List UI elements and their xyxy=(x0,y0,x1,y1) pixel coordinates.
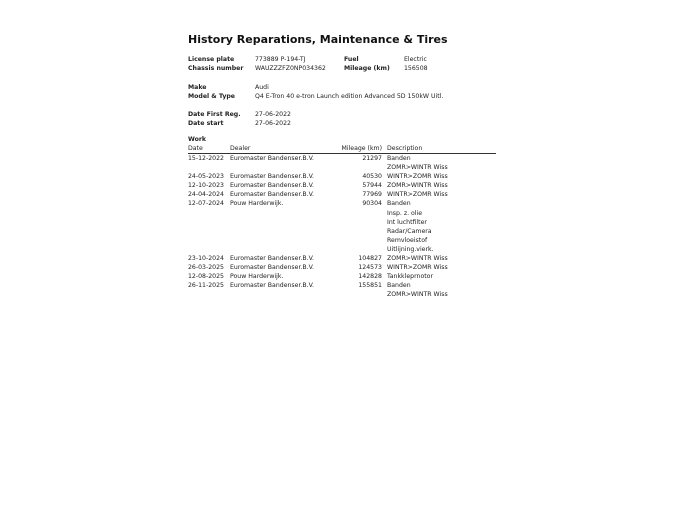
row-date: 12-08-2025 xyxy=(188,273,224,281)
table-row xyxy=(188,263,496,272)
table-row xyxy=(188,272,496,281)
fuel-label: Fuel xyxy=(344,56,359,63)
row-mileage: 142828 xyxy=(358,273,382,281)
row-description: ZOMR>WINTR Wiss xyxy=(387,164,448,172)
vehicle-dates xyxy=(188,110,508,128)
table-row xyxy=(188,154,496,163)
table-row xyxy=(188,190,496,199)
first-reg-value: 27-06-2022 xyxy=(255,111,291,118)
make-label: Make xyxy=(188,84,207,91)
model-value: Q4 E-Tron 40 e-tron Launch edition Advanced 5D 150kW Uitl. xyxy=(255,93,444,100)
vehicle-make-model xyxy=(188,83,508,101)
table-row xyxy=(188,209,496,218)
date-start-label: Date start xyxy=(188,120,224,127)
work-table-body xyxy=(188,154,496,300)
row-description: Tankkleprnotor xyxy=(387,273,433,281)
table-row xyxy=(188,254,496,263)
row-description: WINTR>ZOMR Wiss xyxy=(387,173,448,181)
row-date: 24-05-2023 xyxy=(188,173,224,181)
row-dealer: Euromaster Bandenser.B.V. xyxy=(230,264,315,272)
model-label: Model & Type xyxy=(188,93,236,100)
first-reg-row xyxy=(188,110,508,119)
row-date: 15-12-2022 xyxy=(188,155,224,162)
mileage-label: Mileage (km) xyxy=(344,65,390,72)
header-dealer: Dealer xyxy=(230,145,251,152)
header-date: Date xyxy=(188,145,203,152)
row-date: 26-03-2025 xyxy=(188,264,224,272)
row-date: 12-07-2024 xyxy=(188,200,224,208)
row-description: ZOMR>WINTR Wiss xyxy=(387,255,448,263)
date-start-row xyxy=(188,119,508,128)
vehicle-ids xyxy=(188,55,508,73)
row-description: Banden xyxy=(387,200,411,208)
row-dealer: Pouw Harderwijk. xyxy=(230,273,284,281)
table-row xyxy=(188,245,496,254)
row-description: Int luchtfilter xyxy=(387,218,427,226)
row-mileage: 57944 xyxy=(362,182,382,190)
row-dealer: Euromaster Bandenser.B.V. xyxy=(230,155,315,162)
chassis-mileage-row xyxy=(188,64,508,73)
license-fuel-row xyxy=(188,55,508,64)
row-description: Remvloeistof xyxy=(387,236,428,244)
row-mileage: 40530 xyxy=(362,173,382,181)
fuel-value: Electric xyxy=(404,56,427,63)
model-row xyxy=(188,92,508,101)
row-dealer: Euromaster Bandenser.B.V. xyxy=(230,173,315,181)
row-mileage: 90304 xyxy=(362,200,382,208)
row-mileage: 21297 xyxy=(362,155,382,162)
row-date: 24-04-2024 xyxy=(188,191,224,199)
row-description: WINTR>ZOMR Wiss xyxy=(387,191,448,199)
header-description: Description xyxy=(387,145,423,152)
row-description: Radar/Camera xyxy=(387,227,432,235)
table-row xyxy=(188,236,496,245)
license-plate-label: License plate xyxy=(188,56,235,63)
row-dealer: Euromaster Bandenser.B.V. xyxy=(230,191,315,199)
row-date: 23-10-2024 xyxy=(188,255,224,263)
row-description: WINTR>ZOMR Wiss xyxy=(387,264,448,272)
table-row xyxy=(188,290,496,299)
table-row xyxy=(188,218,496,227)
row-description: Insp. z. olie xyxy=(387,209,423,217)
row-dealer: Pouw Harderwijk. xyxy=(230,200,284,208)
table-row xyxy=(188,181,496,190)
row-description: Banden xyxy=(387,282,411,290)
license-plate-value: 773889 P-194-TJ xyxy=(255,56,306,63)
make-value: Audi xyxy=(255,84,269,91)
date-start-value: 27-06-2022 xyxy=(255,120,291,127)
make-row xyxy=(188,83,508,92)
row-mileage: 77969 xyxy=(362,191,382,199)
chassis-label: Chassis number xyxy=(188,65,244,72)
report-page xyxy=(188,33,508,299)
table-row xyxy=(188,163,496,172)
page-title: History Reparations, Maintenance & Tires xyxy=(188,33,448,46)
row-date: 26-11-2025 xyxy=(188,282,224,290)
row-mileage: 104827 xyxy=(358,255,382,263)
row-description: ZOMR>WINTR Wiss xyxy=(387,182,448,190)
row-date: 12-10-2023 xyxy=(188,182,224,190)
row-dealer: Euromaster Bandenser.B.V. xyxy=(230,255,315,263)
table-row xyxy=(188,281,496,290)
chassis-value: WAUZZZFZ0NP034362 xyxy=(255,65,326,72)
row-description: Uitlijning.vierk. xyxy=(387,245,434,253)
work-table-header xyxy=(188,145,496,154)
table-row xyxy=(188,172,496,181)
row-dealer: Euromaster Bandenser.B.V. xyxy=(230,182,315,190)
header-mileage: Mileage (km) xyxy=(341,145,382,152)
row-mileage: 155851 xyxy=(358,282,382,290)
table-row xyxy=(188,227,496,236)
first-reg-label: Date First Reg. xyxy=(188,111,241,118)
row-dealer: Euromaster Bandenser.B.V. xyxy=(230,282,315,290)
row-description: ZOMR>WINTR Wiss xyxy=(387,291,448,299)
table-row xyxy=(188,199,496,208)
work-section-title: Work xyxy=(188,136,207,143)
row-mileage: 124573 xyxy=(358,264,382,272)
mileage-value: 156508 xyxy=(404,65,428,72)
row-description: Banden xyxy=(387,155,411,162)
work-table xyxy=(188,145,496,300)
